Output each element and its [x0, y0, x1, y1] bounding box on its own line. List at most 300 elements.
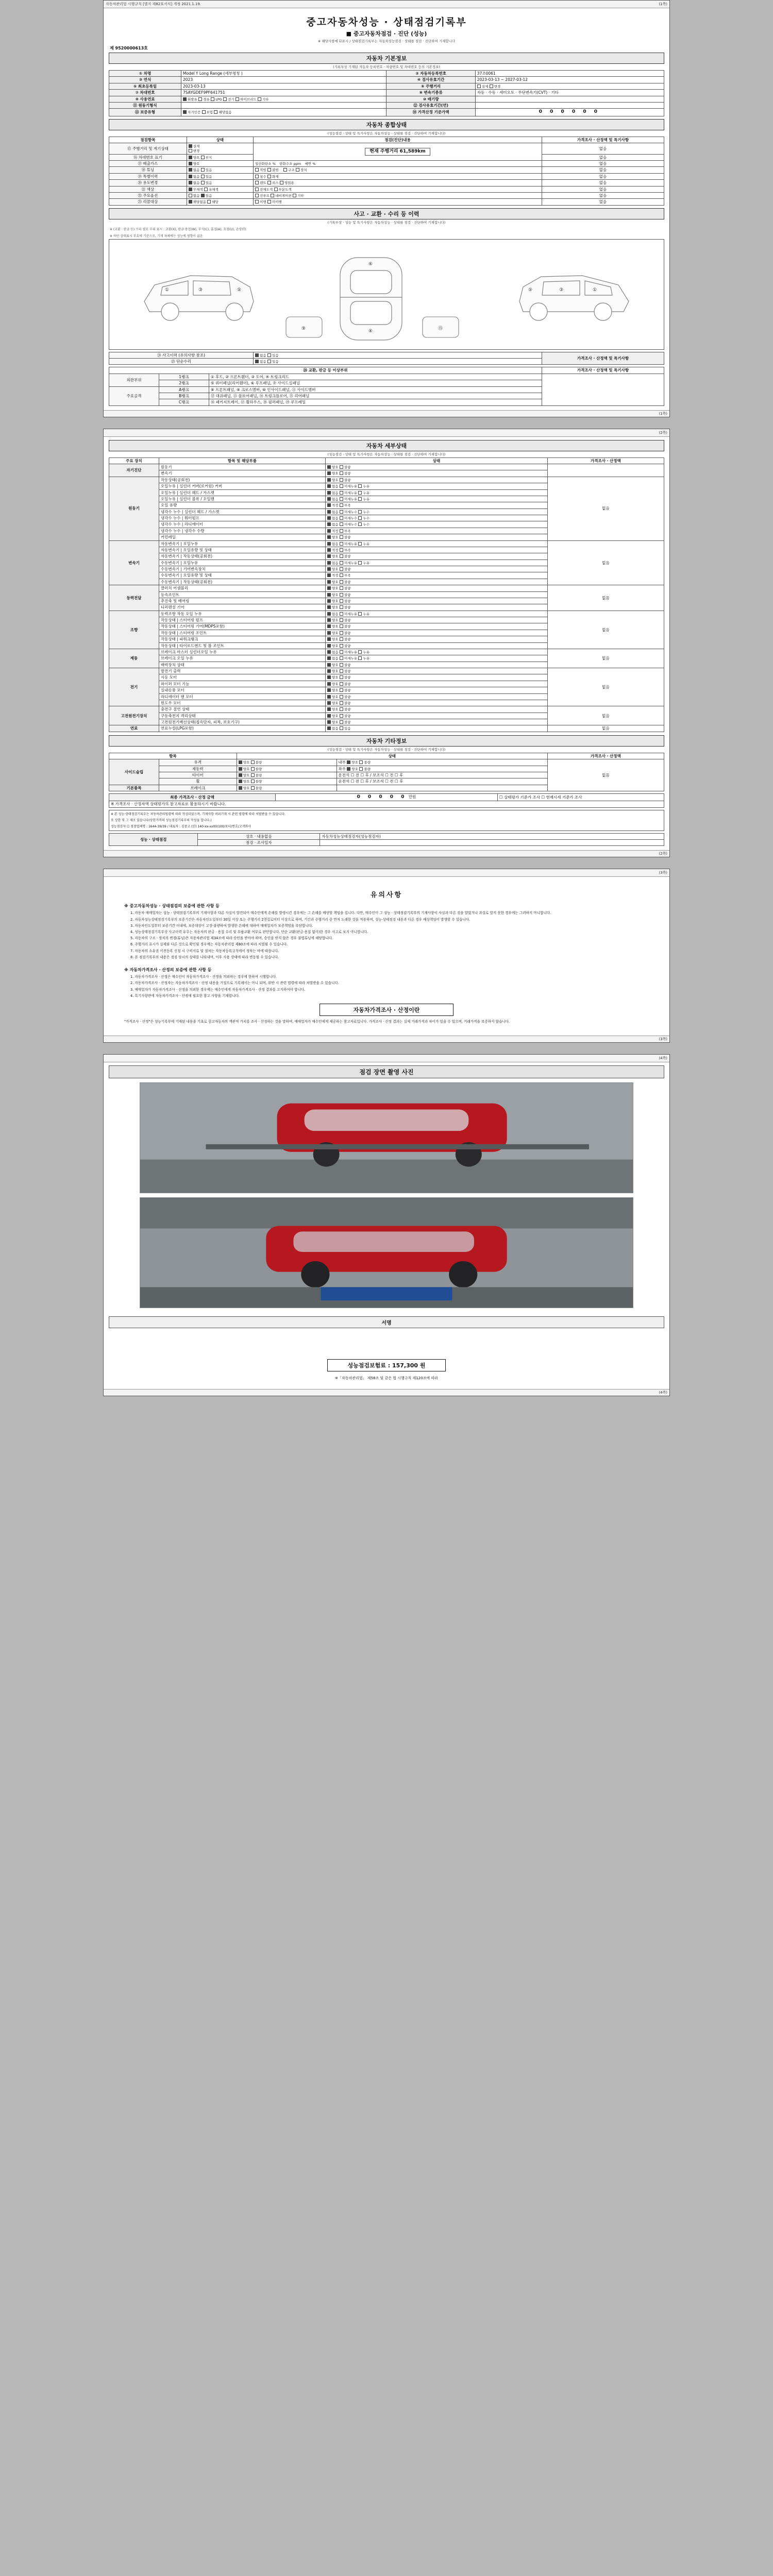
checkbox[interactable] — [327, 465, 331, 469]
overall-band: 자동차 종합상태 — [109, 119, 664, 130]
checkbox-mileage-alter[interactable] — [189, 149, 192, 152]
table-header-row — [109, 367, 664, 374]
checkbox[interactable] — [340, 707, 343, 711]
detail-item-2-2: 자동변속기 | 작동상태(공회전) — [159, 553, 325, 560]
checkbox[interactable] — [340, 714, 343, 718]
checkbox[interactable] — [327, 675, 331, 679]
vin-state — [187, 154, 253, 160]
checkbox[interactable] — [340, 701, 343, 705]
emission-label-2: 매연 — [305, 162, 311, 166]
color-state — [187, 186, 253, 192]
checkbox[interactable] — [359, 767, 363, 771]
table-row — [109, 102, 664, 108]
checkbox[interactable] — [340, 573, 343, 577]
checkbox[interactable] — [327, 656, 331, 660]
checkbox[interactable] — [327, 554, 331, 558]
checkbox-simple-yes[interactable] — [267, 360, 271, 363]
checkbox[interactable] — [358, 656, 362, 660]
detail-state-4-1: 양호 불량 — [326, 617, 548, 623]
checkbox-fuel-3[interactable] — [223, 97, 227, 101]
basic-value-price — [475, 109, 664, 116]
checkbox[interactable] — [327, 548, 331, 552]
checkbox[interactable] — [358, 542, 362, 546]
basic-value-warranty — [181, 109, 386, 116]
checkbox-accident-none[interactable] — [255, 353, 259, 357]
checkbox-usechange-none[interactable] — [189, 181, 192, 184]
checkbox-recall-undone[interactable] — [267, 200, 271, 204]
checkbox-tuning-illegal[interactable] — [267, 168, 271, 172]
basic-info-table — [109, 70, 664, 116]
checkbox-fuel-0[interactable] — [183, 97, 187, 101]
checkbox-opt-sunroof[interactable] — [255, 194, 259, 197]
checkbox[interactable] — [340, 567, 343, 571]
inspector-box — [109, 810, 664, 831]
simple-opt-1: 있음 — [272, 360, 279, 364]
detail-item-7-2: 고전원전기배선상태(접속단자, 피복, 보호기구) — [159, 719, 325, 725]
checkbox[interactable] — [340, 624, 343, 628]
notice-item-3: 4. 성능상태점검기록부상 사고이력 유무는 자동차의 판금 · 용접 수리 및 부품교환 여부로 판단합니다. 단순 교환(판금·용접 없이)한 경우 사고로 보지 아니합니다. — [130, 930, 368, 935]
page-header-strip — [104, 1, 669, 8]
checkbox[interactable] — [340, 720, 343, 724]
checkbox[interactable] — [251, 767, 255, 771]
checkbox[interactable] — [340, 465, 343, 469]
color-right: 없음 — [542, 186, 664, 192]
legend-group-0: 외판부위 — [109, 374, 159, 386]
other-item2-4 — [337, 785, 547, 791]
detail-state-3-2: 양호 불량 — [326, 598, 548, 604]
checkbox[interactable] — [327, 484, 331, 488]
other-table — [109, 753, 664, 791]
checkbox[interactable] — [358, 491, 362, 495]
notice-title: 유의사항 — [370, 891, 403, 900]
basic-value-fuel — [181, 96, 386, 102]
checkbox[interactable] — [358, 522, 362, 526]
other-group-basic: 기본품목 — [109, 785, 159, 791]
notice-item-5: 6. 주행거리 표시가 실제와 다른 것으로 확인될 경우에는 자동차관리법 제80조에 따라 처벌될 수 있습니다. — [130, 942, 288, 947]
checkbox[interactable] — [327, 471, 331, 475]
fuel-option-1: 경유 — [203, 97, 210, 101]
detail-group-7: 고전원전기장치 — [109, 706, 159, 725]
checkbox[interactable] — [340, 695, 343, 699]
checkbox-opt-nav[interactable] — [271, 194, 274, 197]
page2-footer-strip: (2쪽) — [104, 850, 669, 857]
checkbox[interactable] — [239, 779, 242, 783]
legend-rank-3: B랭크 — [159, 393, 209, 399]
table-row — [109, 90, 664, 96]
recall-sub-0: 이행 — [260, 200, 266, 205]
checkbox[interactable] — [340, 491, 343, 495]
detail-right-8: 없음 — [547, 725, 664, 732]
detail-right-3: 없음 — [547, 585, 664, 611]
checkbox[interactable] — [358, 510, 362, 514]
price-definition-title: 자동차가격조사 · 산정이란 — [320, 1004, 453, 1016]
checkbox[interactable] — [327, 599, 331, 603]
notice-item-1: 2. 자동차성능상태점검기록부의 보증기간은 자동차인도일부터 30일 이상 또는 주행거리 2천킬로미터 이상으로 하며, 기간과 주행거리 중 먼저 도래한 것을 적용하며, 성능·상태점검 내용과 다른 경우 배상책임이 발생할 수 있습니다. — [130, 917, 470, 922]
signature-area[interactable] — [109, 1328, 664, 1355]
table-row — [109, 143, 664, 154]
detail-right-7: 없음 — [547, 706, 664, 725]
detail-group-8: 연료 — [109, 725, 159, 732]
checkbox[interactable] — [239, 786, 242, 790]
detail-item-6-4: 라디에이터 팬 모터 — [159, 693, 325, 700]
checkbox[interactable] — [327, 567, 331, 571]
checkbox-tuning-structure[interactable] — [283, 168, 287, 172]
basic-label-3b: ⑧ 변속기종류 — [386, 90, 475, 96]
checkbox-fuel-1[interactable] — [198, 97, 202, 101]
checkbox-opt-etc[interactable] — [293, 194, 296, 197]
other-state-1: 양호 불량 — [237, 766, 337, 772]
tuning-sub2-1: 장치 — [300, 168, 307, 173]
checkbox[interactable] — [340, 542, 343, 546]
fuel-option-5: 기타 — [262, 97, 269, 101]
svg-text:⑮: ⑮ — [438, 326, 443, 331]
checkbox[interactable] — [327, 637, 331, 641]
detail-right-2: 없음 — [547, 540, 664, 585]
checkbox[interactable] — [340, 675, 343, 679]
detail-state-7-2: 양호 불량 — [326, 719, 548, 725]
checkbox[interactable] — [251, 786, 255, 790]
detail-state-2-3: 없음 미세누유 누유 — [326, 560, 548, 566]
checkbox-mileage-actual[interactable] — [477, 84, 481, 88]
checkbox[interactable] — [340, 637, 343, 641]
checkbox[interactable] — [327, 644, 331, 648]
checkbox-fuel-5[interactable] — [258, 97, 261, 101]
basic-value-5b — [475, 102, 664, 108]
warranty-option-1: 보험 — [206, 110, 213, 115]
svg-text:⑨: ⑨ — [301, 326, 306, 331]
checkbox[interactable] — [340, 612, 343, 616]
usechange-opt-0: 없음 — [193, 181, 200, 185]
basic-label-4b: ⑩ 배기량 — [386, 96, 475, 102]
basic-label-1b: ④ 검사유효기간 — [386, 77, 475, 83]
checkbox[interactable] — [340, 561, 343, 565]
checkbox[interactable] — [340, 631, 343, 635]
checkbox-mileage-real[interactable] — [189, 144, 192, 148]
detail-item-3-0: 클러치 어셈블리 — [159, 585, 325, 591]
checkbox[interactable] — [340, 644, 343, 648]
checkbox[interactable] — [327, 631, 331, 635]
detail-item-3-1: 등속조인트 — [159, 591, 325, 598]
usechange-right: 없음 — [542, 180, 664, 186]
checkbox-color-achromatic[interactable] — [189, 188, 192, 191]
detail-item-1-8: 냉각수 누수 | 냉각수 수량 — [159, 528, 325, 534]
other-col-1: 상태 — [237, 753, 547, 759]
table-row — [109, 71, 664, 77]
checkbox[interactable] — [327, 593, 331, 597]
checkbox[interactable] — [327, 516, 331, 520]
checkbox[interactable] — [251, 779, 255, 783]
other-item2-1: 좌우 양호 불량 — [337, 766, 547, 772]
table-row — [109, 161, 664, 167]
checkbox[interactable] — [340, 580, 343, 584]
detail-state-6-3: 양호 불량 — [326, 687, 548, 693]
tuning-sub2-0: 구조 — [288, 168, 295, 173]
checkbox-special-flood[interactable] — [255, 175, 259, 178]
detail-item-1-2: 오일누유 | 실린더 헤드 / 가스켓 — [159, 489, 325, 496]
table-row — [109, 540, 664, 547]
checkbox[interactable] — [340, 497, 343, 501]
table-row — [109, 585, 664, 591]
checkbox[interactable] — [340, 599, 343, 603]
checkbox[interactable] — [239, 760, 242, 764]
checkbox[interactable] — [327, 669, 331, 673]
detail-group-6: 전기 — [109, 668, 159, 706]
checkbox-fuel-2[interactable] — [211, 97, 214, 101]
notice-item-0: 1. 자동차 매매업자는 성능 · 상태점검기록부의 기재사항과 다른 사실이 발견되어 매수인에게 손해를 발생시킨 경우에는 그 손해를 배상할 책임을 집니다. 다만, 매수인이 그 성능 · 상태점검기록부의 기재사항이 사실과 다른 것을 알았거나 과실로 알지 못한 경우에는 그러하지 아니합니다. — [130, 911, 551, 916]
detail-item-2-0: 자동변속기 | 오일누유 — [159, 540, 325, 547]
basic-value-1b: 2023-03-13 ~ 2027-03-12 — [475, 77, 664, 83]
checkbox-vin-bad[interactable] — [201, 156, 205, 159]
checkbox-recall-none[interactable] — [189, 200, 192, 204]
basic-label-0: ① 차명 — [109, 71, 181, 77]
checkbox-special-fire[interactable] — [267, 175, 271, 178]
checkbox[interactable] — [327, 695, 331, 699]
checkbox-mileage-changed[interactable] — [490, 84, 493, 88]
checkbox[interactable] — [327, 688, 331, 692]
table-header-row — [109, 753, 664, 759]
accident-opt-1: 있음 — [272, 353, 279, 358]
other-state-2: 양호 불량 — [237, 772, 337, 778]
checkbox[interactable] — [340, 478, 343, 482]
checkbox-color-chromatic[interactable] — [204, 188, 208, 191]
detail-item-7-0: 충전구 절연 상태 — [159, 706, 325, 713]
detail-state-4-5: 양호 불량 — [326, 642, 548, 649]
checkbox-usechange-yes[interactable] — [201, 181, 205, 184]
detail-item-4-1: 작동상태 | 스티어링 펌프 — [159, 617, 325, 623]
detail-item-5-2: 배력장치 상태 — [159, 662, 325, 668]
emission-label-0: 일산화탄소 — [255, 162, 272, 166]
page-number: (1쪽) — [659, 2, 667, 6]
checkbox-simple-none[interactable] — [255, 360, 259, 363]
basic-value-0b: 37조0061 — [475, 71, 664, 77]
checkbox[interactable] — [327, 561, 331, 565]
checkbox[interactable] — [358, 516, 362, 520]
checkbox[interactable] — [327, 714, 331, 718]
checkbox[interactable] — [340, 503, 343, 507]
price-summary-table — [109, 793, 664, 808]
checkbox-accident-yes[interactable] — [267, 353, 271, 357]
detail-item-4-4: 작동상태 | 파워크랭크 — [159, 636, 325, 642]
detail-state-4-3: 양호 불량 — [326, 630, 548, 636]
recall-sub-1: 미이행 — [272, 200, 282, 205]
page-footer-strip: (1쪽) — [104, 410, 669, 417]
checkbox[interactable] — [327, 491, 331, 495]
checkbox[interactable] — [327, 580, 331, 584]
detail-note: (성능점검 · 상태 및 특기사항은 자동차성능 · 상태를 점검 · 진단하여 기재합니다) — [327, 452, 446, 456]
checkbox[interactable] — [327, 478, 331, 482]
basic-value-2: 2023-03-13 — [181, 83, 386, 89]
checkbox-tuning-device[interactable] — [296, 168, 299, 172]
other-note: (성능점검 · 상태 및 특기사항은 자동차성능 · 상태를 점검 · 진단하여 기재합니다) — [327, 747, 446, 752]
document-number: 제 9520000613호 — [110, 46, 148, 50]
detail-group-3: 동력전달 — [109, 585, 159, 611]
checkbox[interactable] — [340, 548, 343, 552]
checkbox-special-none[interactable] — [189, 175, 192, 178]
checkbox-tuning-legal[interactable] — [255, 168, 259, 172]
checkbox[interactable] — [327, 503, 331, 507]
checkbox[interactable] — [340, 471, 343, 475]
other-item-3: 휠 — [159, 778, 237, 785]
page4-footer-strip: (4쪽) — [104, 1389, 669, 1396]
checkbox[interactable] — [358, 650, 362, 654]
svg-text:③: ③ — [198, 287, 203, 293]
checkbox[interactable] — [340, 663, 343, 667]
basic-value-0: Model Y Long Range (세부명칭 ) — [181, 71, 386, 77]
checkbox[interactable] — [327, 650, 331, 654]
checkbox[interactable] — [340, 516, 343, 520]
checkbox-special-yes[interactable] — [201, 175, 205, 178]
checkbox-warranty-1[interactable] — [202, 110, 206, 114]
detail-state-7-0: 양호 불량 — [326, 706, 548, 713]
checkbox[interactable] — [340, 726, 343, 730]
checkbox[interactable] — [251, 760, 255, 764]
final-price-digits: 0 0 0 0 0 — [357, 794, 408, 800]
checkbox[interactable] — [327, 573, 331, 577]
checkbox[interactable] — [327, 586, 331, 590]
checkbox-tuning-none[interactable] — [189, 168, 192, 172]
detail-state-6-2: 양호 불량 — [326, 681, 548, 687]
checkbox[interactable] — [340, 618, 343, 622]
checkbox-fuel-4[interactable] — [236, 97, 239, 101]
photo-gallery — [109, 1078, 664, 1316]
checkbox[interactable] — [340, 554, 343, 558]
checkbox-warranty-2[interactable] — [214, 110, 217, 114]
other-right: 없음 — [547, 759, 664, 791]
options-right: 없음 — [542, 192, 664, 198]
checkbox-color-partial[interactable] — [274, 188, 278, 191]
checkbox[interactable] — [340, 682, 343, 686]
detail-state-6-1: 양호 불량 — [326, 674, 548, 681]
checkbox[interactable] — [327, 663, 331, 667]
checkbox[interactable] — [327, 497, 331, 501]
options-opt-0: 없음 — [193, 193, 200, 198]
checkbox[interactable] — [340, 586, 343, 590]
tuning-title: ⑱ 튜닝 — [109, 167, 187, 173]
checkbox[interactable] — [340, 656, 343, 660]
detail-item-7-1: 구동축전지 격리상태 — [159, 713, 325, 719]
checkbox[interactable] — [340, 484, 343, 488]
table-row — [109, 801, 664, 807]
checkbox[interactable] — [358, 612, 362, 616]
checkbox[interactable] — [327, 701, 331, 705]
detail-state-1-2: 없음 미세누유 누유 — [326, 489, 548, 496]
checkbox[interactable] — [340, 593, 343, 597]
checkbox[interactable] — [340, 688, 343, 692]
detail-state-1-0: 양호 불량 — [326, 477, 548, 483]
checkbox[interactable] — [327, 605, 331, 609]
document-subtitle: ■ 중고자동차점검 · 진단 (성능) — [346, 30, 427, 37]
basic-label-1: ③ 연식 — [109, 77, 181, 83]
checkbox[interactable] — [327, 707, 331, 711]
inspector-company-text: 성능점검자 ☐ 점검업체명 : 1644-39/39 / 대표자 : 김중고 (인) 140-xx-xx00/100/포터/번호/고객회사 — [111, 824, 251, 828]
checkbox-use-lease[interactable] — [267, 181, 271, 184]
document-subtitle-note: ※ 해당사항에 ☑표시 / 상태점검기록부는 자동차성능점검 · 상태를 점검 · 진단하여 기재합니다 — [317, 39, 456, 43]
tuning-sub-1: 불법 — [272, 168, 279, 173]
checkbox[interactable] — [327, 535, 331, 539]
basic-label-5b: ⑫ 검사유효기간(연) — [386, 102, 475, 108]
checkbox-vin-good[interactable] — [189, 156, 192, 159]
checkbox-options-none[interactable] — [189, 194, 192, 197]
checkbox[interactable] — [251, 773, 255, 777]
emission-title: ⑰ 배출가스 — [109, 161, 187, 167]
checkbox-tuning-yes[interactable] — [201, 168, 205, 172]
inspector-label: 성능 · 상태점검 — [109, 833, 198, 846]
usechange-title: ⑳ 용도변경 — [109, 180, 187, 186]
checkbox[interactable] — [239, 773, 242, 777]
checkbox[interactable] — [340, 605, 343, 609]
detail-right-4: 없음 — [547, 611, 664, 649]
opt-sub-1: 내비게이션 — [275, 193, 292, 198]
legend-right-value — [542, 374, 664, 405]
detail-state-3-1: 양호 불량 — [326, 591, 548, 598]
checkbox[interactable] — [340, 510, 343, 514]
accident-note: (기록부상 · 성능 및 특기사항은 자동차성능 · 상태를 점검 · 진단하여 기재합니다) — [327, 220, 446, 225]
checkbox[interactable] — [239, 767, 242, 771]
color-sub-1: 부분도색 — [278, 187, 292, 192]
checkbox[interactable] — [327, 618, 331, 622]
checkbox[interactable] — [327, 720, 331, 724]
checkbox[interactable] — [347, 760, 350, 764]
photo-2-svg — [140, 1198, 633, 1308]
checkbox[interactable] — [340, 669, 343, 673]
final-price-options: ☐ 상태평가 기준가 조사 ☐ 현재시세 기준가 조사 — [497, 794, 664, 801]
detail-col-1: 항목 및 해당부품 — [159, 457, 325, 464]
checkbox[interactable] — [358, 561, 362, 565]
checkbox[interactable] — [340, 522, 343, 526]
checkbox[interactable] — [327, 510, 331, 514]
checkbox-options-yes[interactable] — [201, 194, 205, 197]
checkbox[interactable] — [327, 522, 331, 526]
checkbox-recall-yes[interactable] — [207, 200, 211, 204]
special-right: 없음 — [542, 173, 664, 179]
checkbox[interactable] — [327, 726, 331, 730]
checkbox[interactable] — [340, 535, 343, 539]
checkbox-warranty-0[interactable] — [183, 110, 187, 114]
notice-item-7: 8. 본 점검기록부의 내용은 점검 당시의 상태를 나타내며, 이후 사용 상태에 따라 변동될 수 있습니다. — [130, 955, 279, 959]
vin-opt-0: 양호 — [193, 155, 200, 160]
inspector-row-value-0: 자동차성능상태점검자(성능점검자) — [320, 833, 664, 839]
checkbox[interactable] — [358, 497, 362, 501]
checkbox[interactable] — [340, 529, 343, 533]
checkbox[interactable] — [327, 529, 331, 533]
checkbox-use-biz[interactable] — [280, 181, 283, 184]
basic-value-2b: 실제 변경 — [475, 83, 664, 89]
checkbox[interactable] — [347, 767, 350, 771]
checkbox-use-rent[interactable] — [255, 181, 259, 184]
mileage-right: 없음 — [542, 143, 664, 154]
detail-item-0-1: 변속기 — [159, 470, 325, 477]
checkbox[interactable] — [327, 612, 331, 616]
checkbox[interactable] — [358, 484, 362, 488]
checkbox-emission-good[interactable] — [189, 162, 192, 165]
checkbox[interactable] — [340, 650, 343, 654]
legend-items-3: ⑫ 대쉬패널, ⑬ 플로어패널, ⑭ 트렁크플로어, ⑮ 리어패널 — [209, 393, 542, 399]
checkbox[interactable] — [327, 542, 331, 546]
checkbox[interactable] — [327, 624, 331, 628]
checkbox-color-full[interactable] — [255, 188, 259, 191]
checkbox[interactable] — [359, 760, 363, 764]
detail-item-5-1: 브레이크 오일 누유 — [159, 655, 325, 662]
damage-diagram[interactable] — [109, 239, 664, 350]
accident-summary-table — [109, 352, 664, 365]
inspection-photo-2 — [140, 1197, 633, 1308]
color-opt-0: 무채색 — [193, 187, 203, 192]
detail-right-6: 없음 — [547, 668, 664, 706]
checkbox[interactable] — [327, 682, 331, 686]
accident-row-label-0: ㉔ 사고이력 (유의사항 참조) — [109, 352, 254, 358]
photo-band-title: 점검 장면 촬영 사진 — [109, 1065, 664, 1078]
checkbox-recall-done[interactable] — [255, 200, 259, 204]
